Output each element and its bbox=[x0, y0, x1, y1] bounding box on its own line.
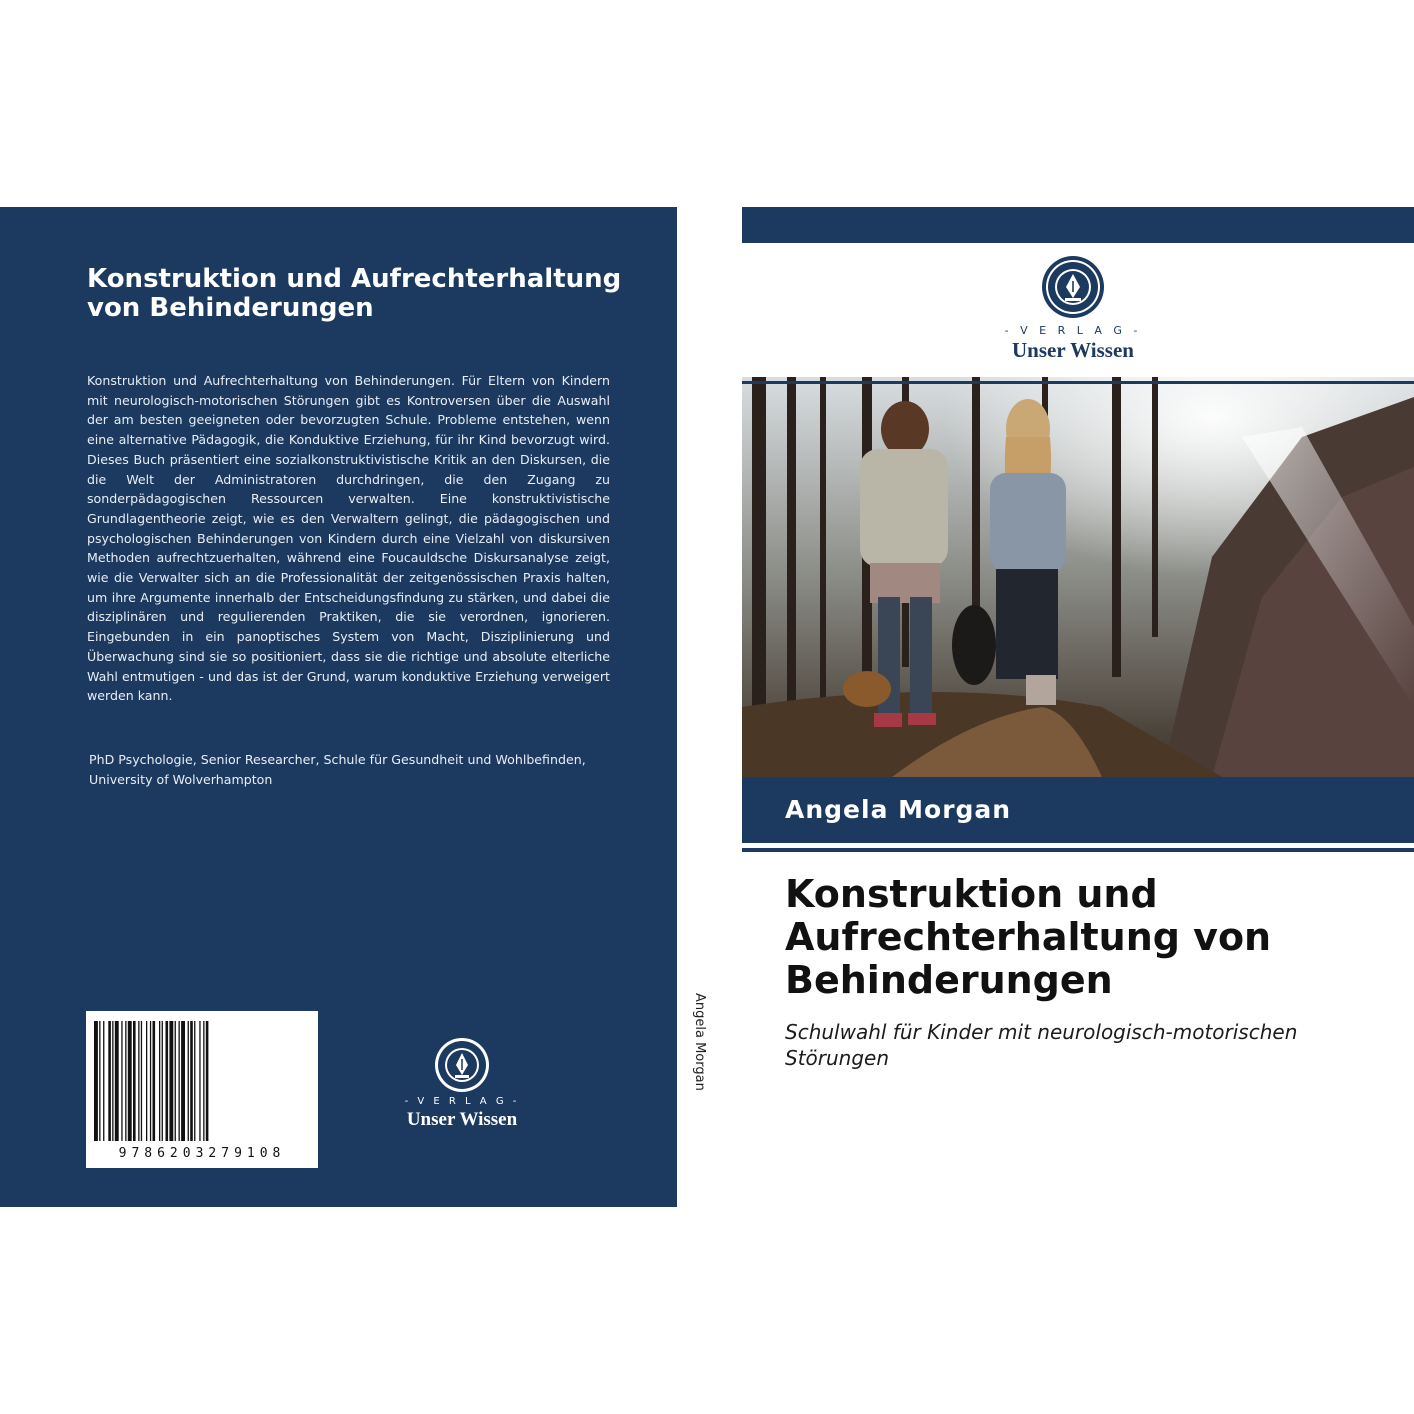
isbn-digits: 9786203279108 bbox=[118, 1146, 286, 1161]
children-walking-forest-photo-icon bbox=[742, 377, 1414, 777]
front-cover bbox=[742, 207, 1414, 1207]
back-publisher-name: Unser Wissen bbox=[406, 1109, 518, 1130]
back-cover-title: Konstruktion und Aufrechterhaltung von Behinderungen bbox=[87, 264, 622, 323]
front-publisher-logo bbox=[998, 255, 1148, 365]
publisher-seal-icon bbox=[434, 1037, 490, 1093]
barcode-bars-icon bbox=[94, 1021, 310, 1141]
back-publisher-logo bbox=[398, 1037, 526, 1137]
spine-author: Angela Morgan bbox=[692, 993, 707, 1091]
front-author-name: Angela Morgan bbox=[785, 795, 1012, 824]
isbn-barcode bbox=[86, 1011, 318, 1168]
front-cover-subtitle: Schulwahl für Kinder mit neurologisch-motorischen Störungen bbox=[785, 1020, 1298, 1070]
back-verlag-text: - V E R L A G - bbox=[404, 1096, 520, 1107]
cover-photo bbox=[742, 377, 1414, 777]
author-bio: PhD Psychologie, Senior Researcher, Schule für Gesundheit und Wohlbefinden, University of Wolverhampton bbox=[89, 752, 586, 787]
front-verlag-text: - V E R L A G - bbox=[1004, 324, 1142, 337]
front-top-bar bbox=[742, 207, 1414, 243]
front-cover-title: Konstruktion und Aufrechterhaltung von Behinderungen bbox=[785, 872, 1272, 1002]
front-publisher-name: Unser Wissen bbox=[1012, 338, 1134, 362]
back-cover-blurb: Konstruktion und Aufrechterhaltung von Behinderungen. Für Eltern von Kindern mit neurologisch-motorischen Störungen gibt es Kontroversen über die Auswahl der am besten geeigneten oder bevorzugten Schule. Probleme entstehen, wenn eine alternative Pädagogik, die Konduktive Erziehung, für ihr Kind bevorzugt wird. Dieses Buch präsentiert eine sozialkonstruktivistische Kritik an den Diskursen, die die Welt der Administratoren durchdringen, die den Zugang zu sonderpädagogischen Ressourcen verwalten. Eine konstruktivistische Grundlagentheorie zeigt, wie es den Verwaltern gelingt, die pädagogischen und psychologischen Behinderungen von Kindern durch eine Vielzahl von diskursiven Methoden aufrechtzuerhalten, während eine Foucauldsche Diskursanalyse zeigt, wie die Verwalter sich an die Professionalität der zeitgenössischen Praxis halten, um ihre Argumente innerhalb der Entscheidungsfindung zu stärken, und dabei die disziplinären und regulierenden Praktiken, die sie verordnen, ignorieren. Eingebunden in ein panoptisches System von Macht, Disziplinierung und Überwachung sind sie so positioniert, dass sie die richtige und absolute elterliche Wahl entmutigen - und das ist der Grund, warum konduktive Erziehung verweigert werden kann. bbox=[87, 373, 610, 704]
photo-top-rule bbox=[742, 381, 1414, 384]
publisher-seal-icon bbox=[1041, 255, 1105, 319]
author-band-rule bbox=[742, 848, 1414, 852]
author-band bbox=[742, 777, 1414, 843]
back-cover bbox=[0, 207, 677, 1207]
